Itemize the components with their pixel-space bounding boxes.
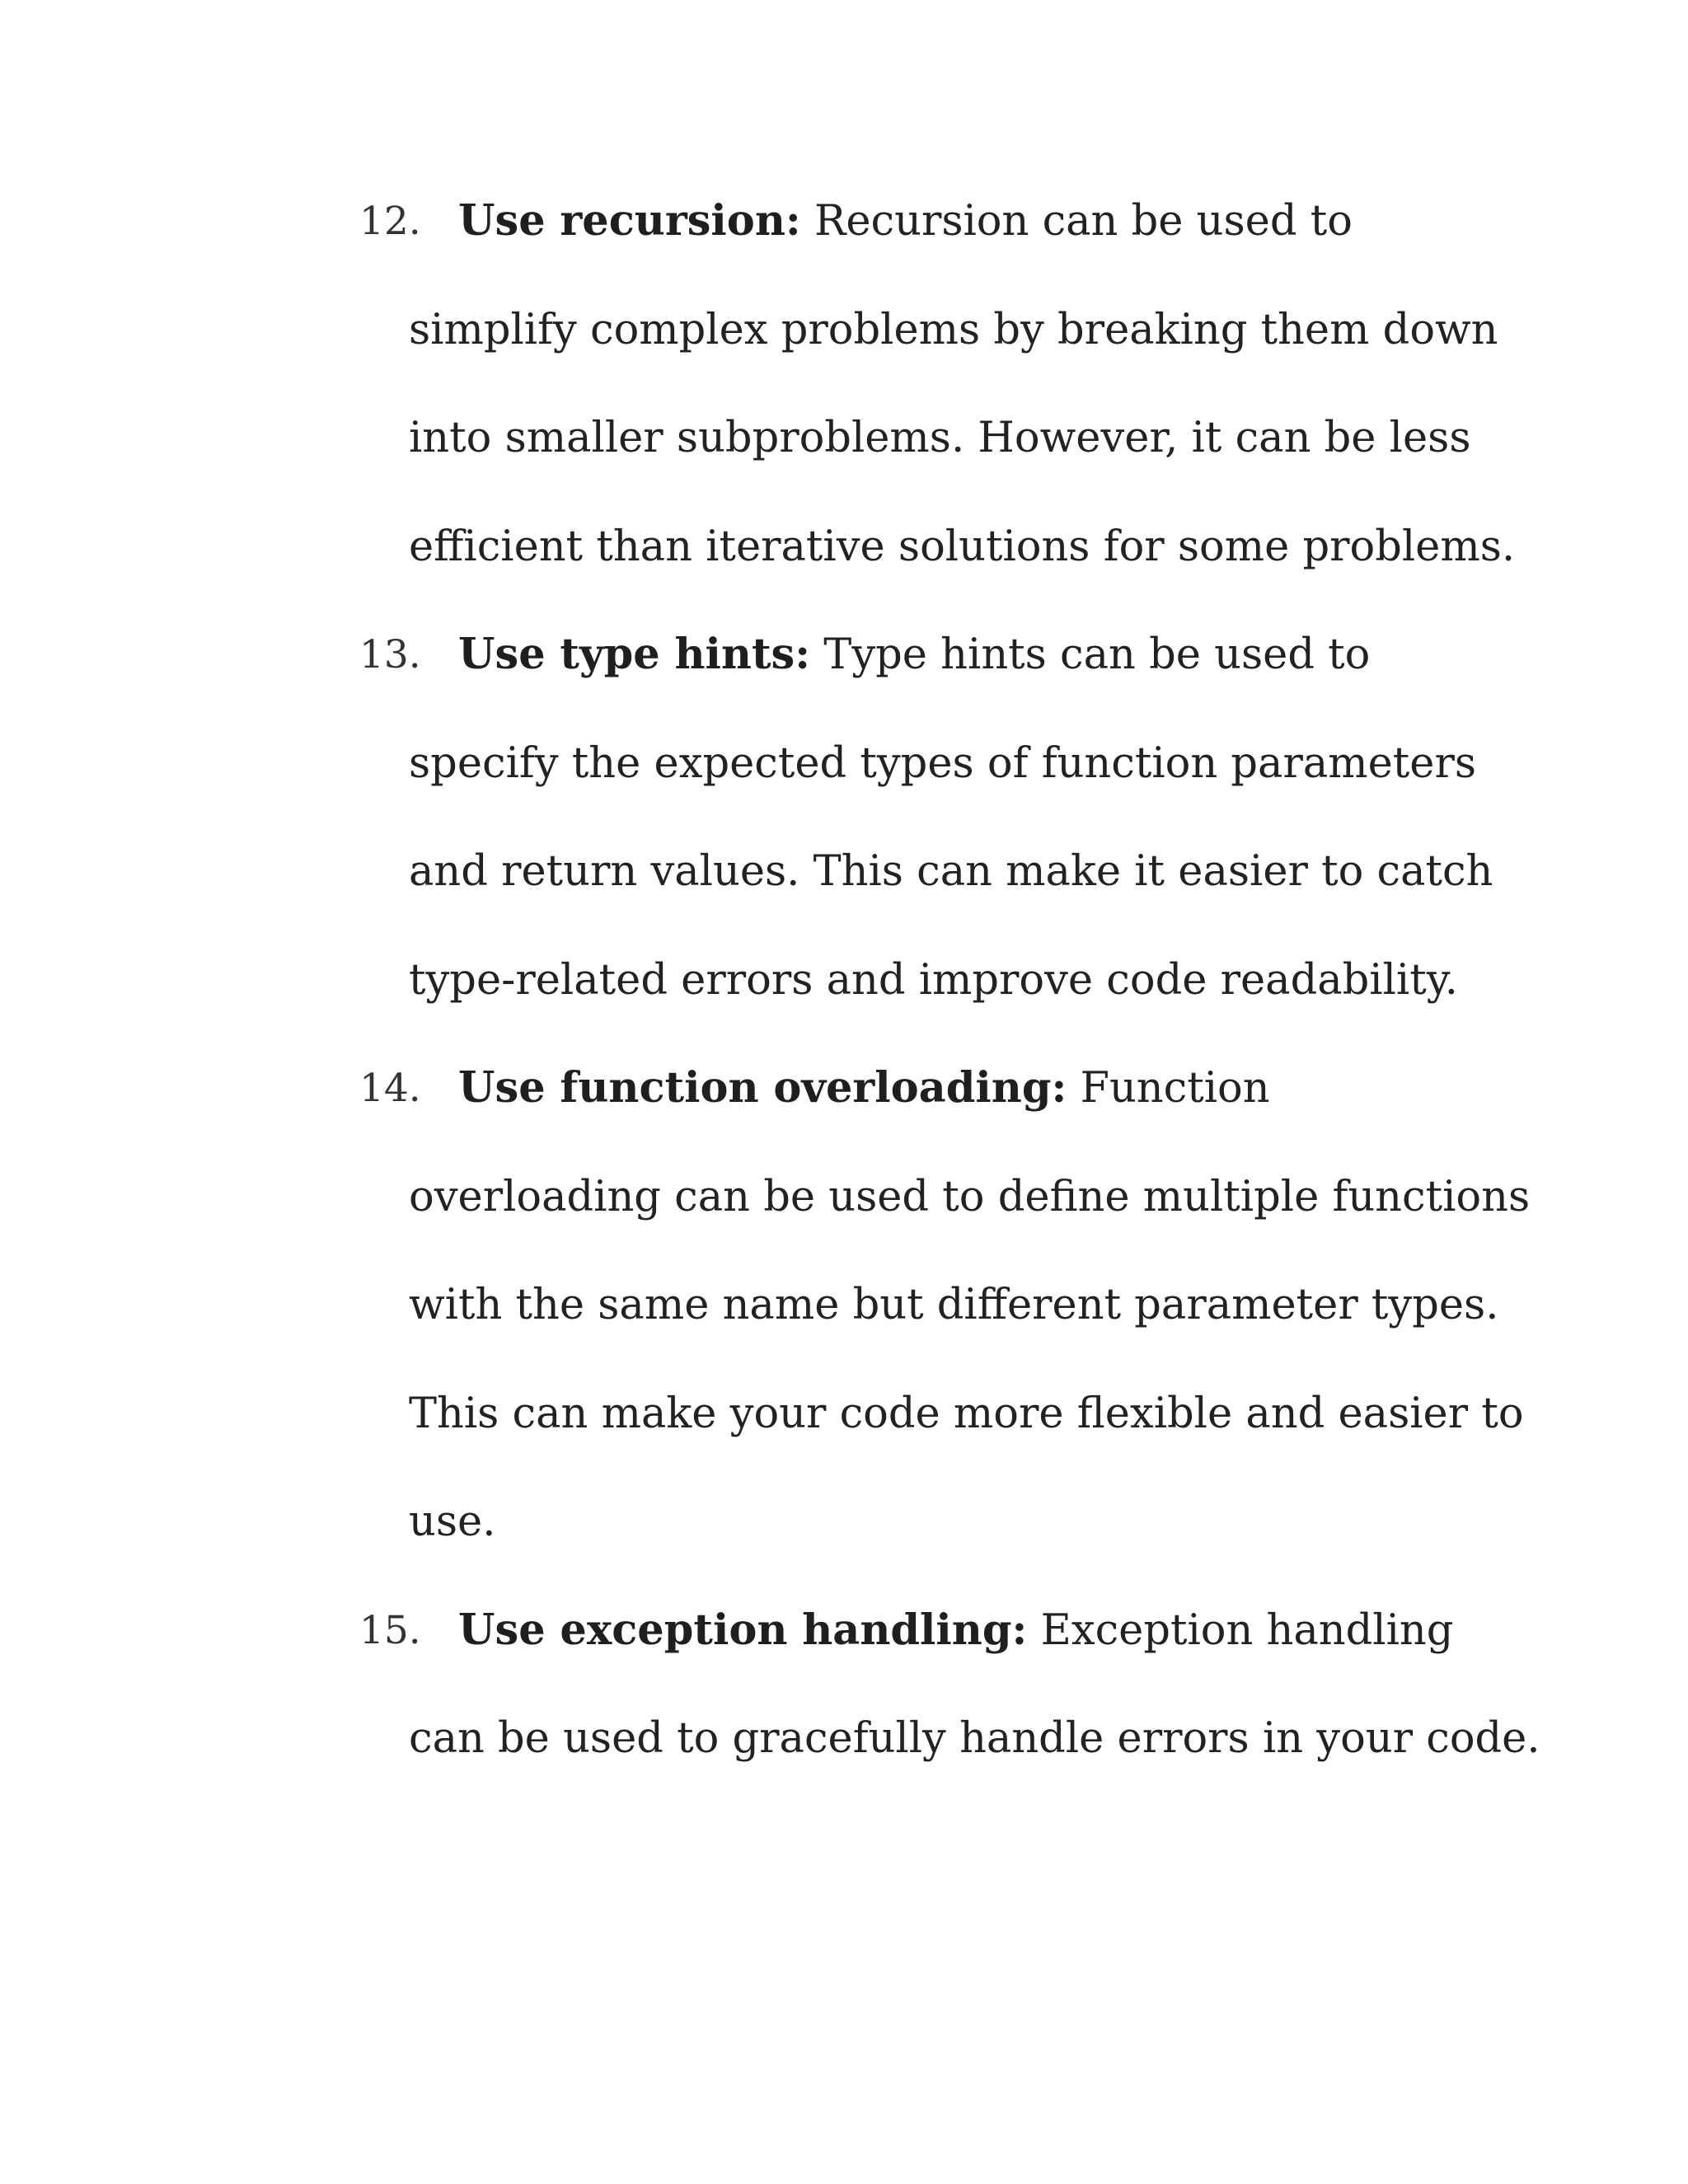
item-number: 13. (359, 632, 421, 677)
item-heading: Use recursion: (458, 196, 801, 246)
item-text-line: This can make your code more flexible and easier to (409, 1389, 1524, 1438)
tips-list (359, 167, 1540, 1793)
item-heading: Use function overloading: (458, 1063, 1067, 1113)
item-text: Function (1080, 1064, 1270, 1113)
item-number: 15. (359, 1607, 421, 1653)
item-text: Recursion can be used to (814, 197, 1353, 246)
list-item-13 (359, 601, 1493, 1034)
item-text-line: simplify complex problems by breaking them down (409, 305, 1498, 354)
list-item-14 (359, 1034, 1531, 1577)
item-text: Exception handling (1040, 1605, 1454, 1655)
list-item-12 (359, 167, 1516, 601)
item-text-line: and return values. This can make it easier to catch (409, 847, 1493, 896)
item-text-line: into smaller subproblems. However, it can be less (409, 414, 1471, 462)
item-number: 14. (359, 1066, 421, 1111)
item-number: 12. (359, 199, 421, 244)
item-heading: Use type hints: (458, 630, 811, 679)
item-heading: Use exception handling: (458, 1605, 1028, 1655)
item-text-line: specify the expected types of function parameters (409, 738, 1476, 788)
list-item-15 (359, 1577, 1540, 1793)
item-text-line: with the same name but different parameter types. (409, 1281, 1499, 1329)
item-first-line (409, 1034, 1431, 1143)
item-text-line: overloading can be used to define multiple functions (409, 1172, 1531, 1221)
item-first-line (409, 1577, 1454, 1685)
item-text-line: efficient than iterative solutions for some problems. (409, 522, 1516, 571)
item-first-line (409, 601, 1431, 710)
item-text-line: can be used to gracefully handle errors in your code. (409, 1714, 1540, 1763)
item-text: Type hints can be used to (823, 630, 1371, 679)
item-first-line (409, 167, 1431, 276)
item-text-line: use. (409, 1497, 496, 1546)
item-text-line: type-related errors and improve code readability. (409, 955, 1458, 1005)
